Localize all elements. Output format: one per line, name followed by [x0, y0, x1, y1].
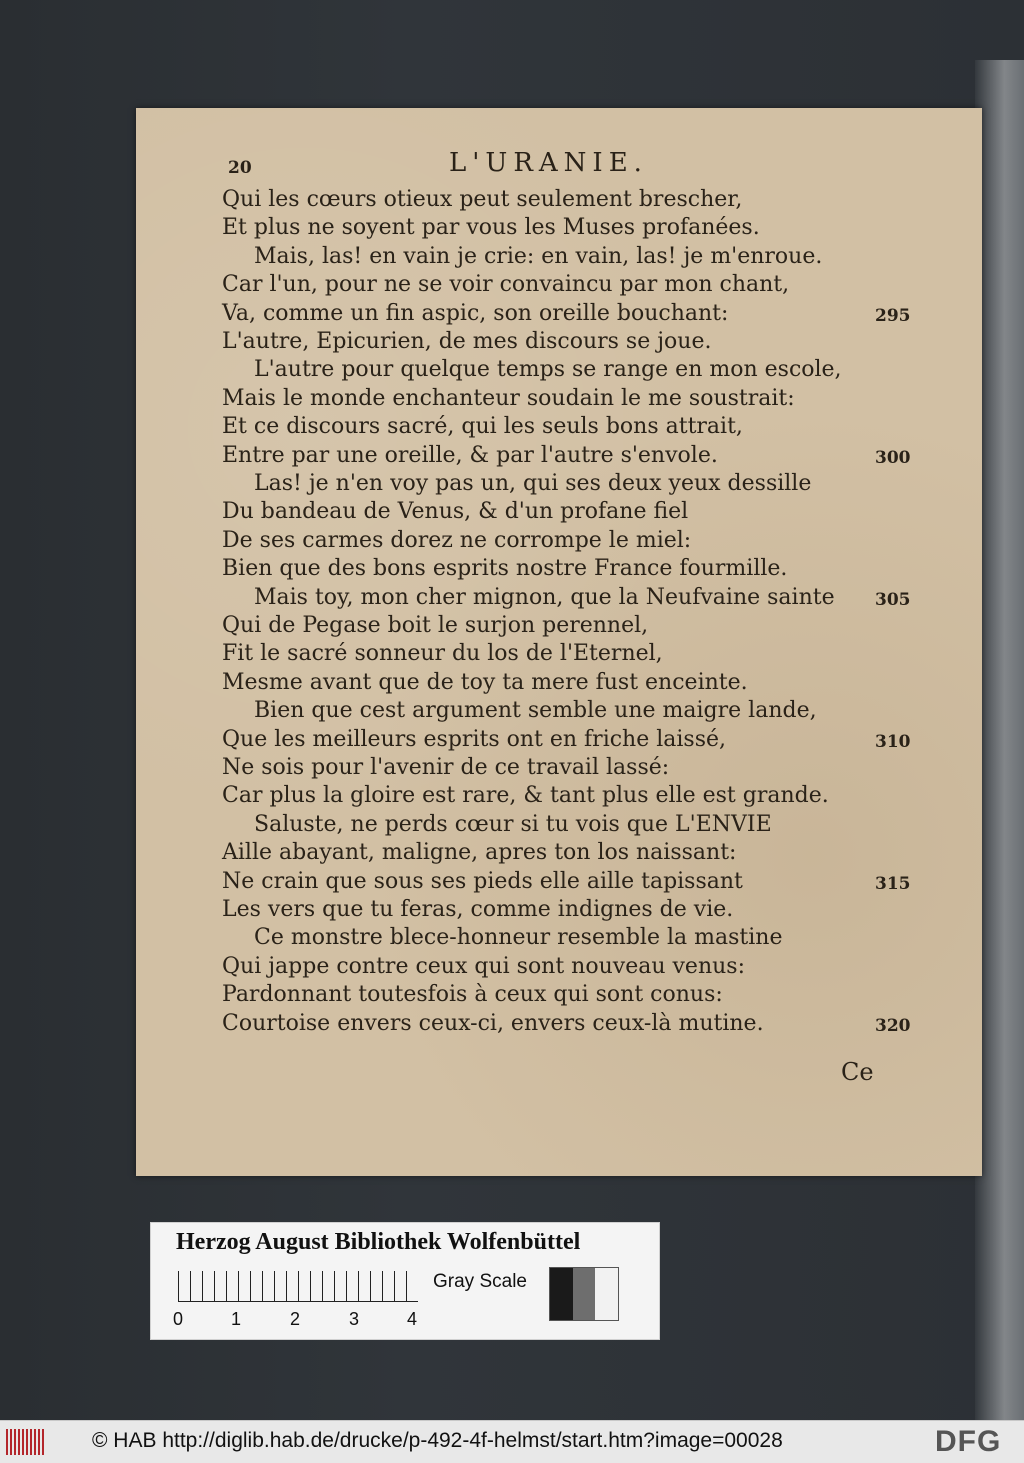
scale-number: 3 [349, 1309, 360, 1329]
verse-line: L'autre pour quelque temps se range en mon escole, [254, 357, 842, 383]
verse-line: Fit le sacré sonneur du los de l'Eternel, [222, 641, 663, 667]
verse-line: Bien que des bons esprits nostre France fourmille. [222, 556, 788, 582]
swatch-white [595, 1268, 618, 1320]
verse-line: Ne crain que sous ses pieds elle aille tapissant [222, 868, 743, 894]
scale-number: 1 [231, 1309, 242, 1329]
verse-line: Les vers que tu feras, comme indignes de vie. [222, 897, 734, 922]
line-number: 315 [875, 873, 911, 894]
line-number: 295 [875, 305, 911, 326]
verse-line: Saluste, ne perds cœur si tu vois que L'ENVIE [254, 811, 772, 837]
verse-line: Bien que cest argument semble une maigre lande, [254, 698, 817, 724]
verse-line: Mesme avant que de toy ta mere fust enceinte. [222, 669, 748, 695]
verse-line: Qui les cœurs otieux peut seulement brescher, [222, 187, 743, 212]
hab-logo-icon [6, 1429, 46, 1455]
verse-line: Et ce discours sacré, qui les seuls bons attrait, [222, 414, 743, 440]
verse-line: L'autre, Epicurien, de mes discours se joue. [222, 329, 712, 354]
swatch-gray [573, 1268, 596, 1320]
verse-line: Car l'un, pour ne se voir convaincu par mon chant, [222, 272, 790, 298]
gray-swatches [549, 1267, 619, 1321]
verse-line: Du bandeau de Venus, & d'un profane fiel [222, 499, 689, 525]
verse-line: Qui jappe contre ceux qui sont nouveau venus: [222, 953, 745, 979]
scale-number: 4 [407, 1309, 418, 1329]
line-number: 310 [875, 731, 911, 752]
book-page [136, 108, 982, 1176]
ruler-scale [178, 1271, 418, 1302]
verse-line: De ses carmes dorez ne corrompe le miel: [222, 527, 692, 553]
verse-line: Las! je n'en voy pas un, qui ses deux yeux dessille [254, 471, 812, 496]
verse-line: Entre par une oreille, & par l'autre s'envole. [222, 442, 718, 468]
running-head [136, 148, 982, 178]
verse-line: Ce monstre blece-honneur resemble la mastine [254, 925, 783, 951]
verse-line: Aille abayant, maligne, apres ton los naissant: [222, 840, 737, 866]
scale-number: 0 [173, 1309, 184, 1329]
verse-line: Qui de Pegase boit le surjon perennel, [222, 613, 649, 638]
running-title: L'URANIE. [449, 148, 648, 178]
gray-scale-label: Gray Scale [433, 1271, 527, 1292]
swatch-black [550, 1268, 573, 1320]
verse-line: Que les meilleurs esprits ont en friche laissé, [222, 726, 727, 752]
verse-line: Pardonnant toutesfois à ceux qui sont conus: [222, 982, 723, 1008]
verse-line: Mais, las! en vain je crie: en vain, las! je m'enroue. [254, 243, 823, 269]
verse-line: Va, comme un fin aspic, son oreille bouchant: [222, 300, 729, 326]
color-calibration-card [150, 1222, 660, 1340]
verse-line: Mais toy, mon cher mignon, que la Neufvaine sainte [254, 584, 835, 610]
line-number: 300 [875, 447, 911, 468]
scale-number: 2 [290, 1309, 301, 1329]
page-number: 20 [228, 158, 252, 178]
footer-bar [0, 1420, 1024, 1463]
verse-line: Et plus ne soyent par vous les Muses profanées. [222, 215, 760, 241]
verse-line: Courtoise envers ceux-ci, envers ceux-là mutine. [222, 1010, 764, 1036]
dfg-logo: DFG [935, 1425, 1002, 1458]
line-number: 320 [875, 1015, 911, 1036]
verse-line: Car plus la gloire est rare, & tant plus elle est grande. [222, 783, 829, 809]
verse-line: Mais le monde enchanteur soudain le me soustrait: [222, 385, 795, 411]
book-edge [975, 60, 1024, 1420]
card-title: Herzog August Bibliothek Wolfenbüttel [176, 1229, 581, 1255]
copyright-url[interactable]: © HAB http://diglib.hab.de/drucke/p-492-4f-helmst/start.htm?image=00028 [92, 1429, 783, 1452]
catchword: Ce [841, 1058, 874, 1086]
verse-line: Ne sois pour l'avenir de ce travail lassé: [222, 755, 670, 780]
line-number: 305 [875, 589, 911, 610]
